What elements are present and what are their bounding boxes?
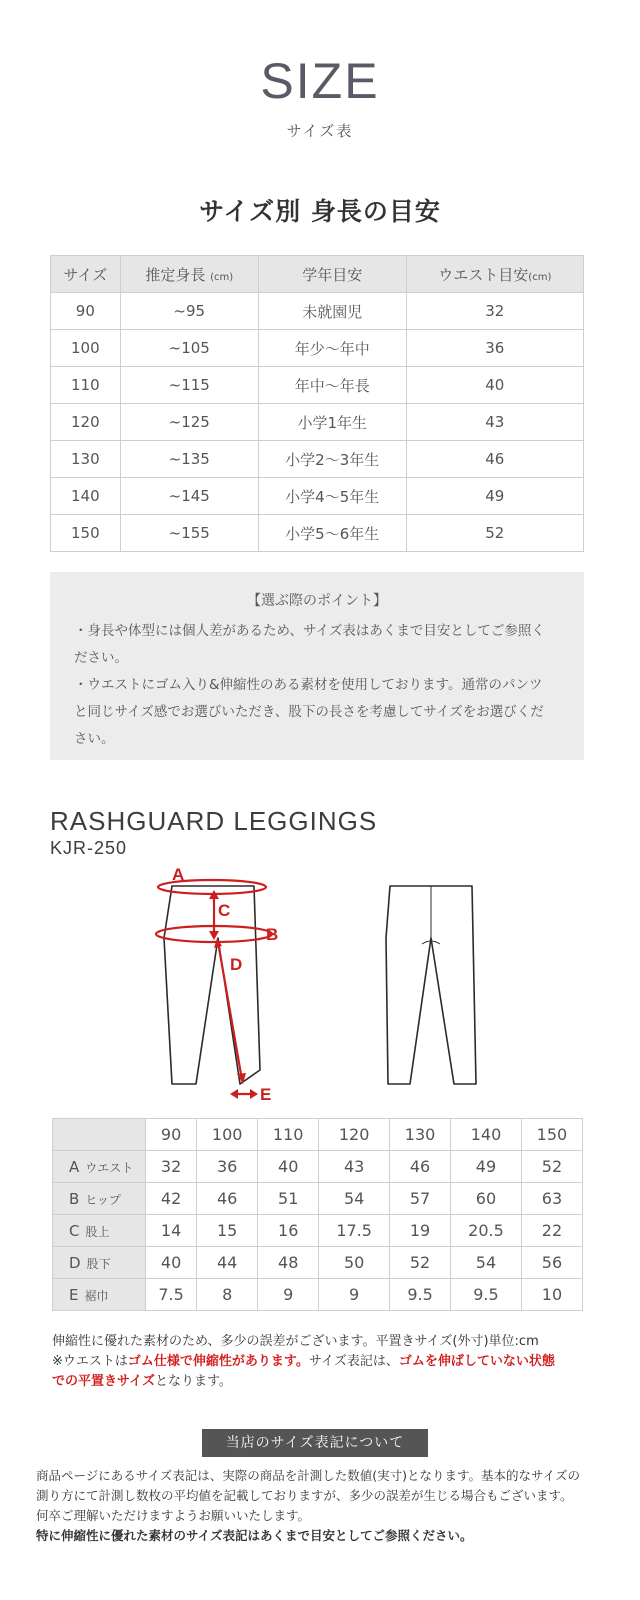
cell: 小学1年生 bbox=[258, 404, 406, 441]
col-waist-header: ウエスト目安(cm) bbox=[406, 256, 583, 293]
product-code: KJR-250 bbox=[50, 838, 128, 858]
cell: 22 bbox=[521, 1215, 582, 1247]
cell: 51 bbox=[258, 1183, 319, 1215]
about-line-2: 測り方にて計測し数枚の平均値を記載しておりますが、多少の誤差が生じる場合もございます。 bbox=[36, 1488, 573, 1503]
cell: 52 bbox=[406, 515, 583, 552]
cell: ~145 bbox=[120, 478, 258, 515]
about-line-4: 特に伸縮性に優れた素材のサイズ表記はあくまで目安としてご参照ください。 bbox=[36, 1528, 473, 1543]
note-line-3: での平置きサイズとなります。 bbox=[52, 1374, 232, 1389]
label-a: A bbox=[172, 865, 185, 884]
table-row bbox=[53, 1183, 583, 1215]
row-label: B ヒップ bbox=[53, 1183, 146, 1215]
about-line-1: 商品ページにあるサイズ表記は、実際の商品を計測した数値(実寸)となります。基本的なサイズの bbox=[36, 1468, 581, 1483]
leggings-diagram bbox=[150, 860, 490, 1105]
note-line-2: ※ウエストはゴム仕様で伸縮性があります。サイズ表記は、ゴムを伸ばしていない状態 bbox=[52, 1354, 555, 1369]
points-line: ださい。 bbox=[74, 650, 128, 666]
size-header: 130 bbox=[390, 1119, 451, 1151]
cell: 52 bbox=[390, 1247, 451, 1279]
cell: 42 bbox=[146, 1183, 197, 1215]
table-row bbox=[51, 404, 584, 441]
cell: 年少〜年中 bbox=[258, 330, 406, 367]
label-e: E bbox=[260, 1085, 272, 1104]
cell: 44 bbox=[197, 1247, 258, 1279]
table-row bbox=[51, 478, 584, 515]
cell: ~155 bbox=[120, 515, 258, 552]
cell: ~135 bbox=[120, 441, 258, 478]
height-guide-table bbox=[50, 255, 584, 552]
cell: 19 bbox=[390, 1215, 451, 1247]
cell: 54 bbox=[319, 1183, 390, 1215]
cell: 小学2〜3年生 bbox=[258, 441, 406, 478]
size-header: 90 bbox=[146, 1119, 197, 1151]
note-line-1: 伸縮性に優れた素材のため、多少の誤差がございます。平置きサイズ(外寸)単位:cm bbox=[52, 1334, 539, 1349]
table-row bbox=[51, 441, 584, 478]
table-header-row bbox=[53, 1119, 583, 1151]
points-line: さい。 bbox=[74, 731, 115, 747]
label-b: B bbox=[266, 925, 279, 944]
points-line: ・ウエストにゴム入り&伸縮性のある素材を使用しております。通常のパンツ bbox=[74, 677, 543, 693]
cell: ~95 bbox=[120, 293, 258, 330]
cell: 43 bbox=[319, 1151, 390, 1183]
cell: 49 bbox=[406, 478, 583, 515]
cell: 130 bbox=[51, 441, 121, 478]
cell: 110 bbox=[51, 367, 121, 404]
cell: 52 bbox=[521, 1151, 582, 1183]
cell: 46 bbox=[390, 1151, 451, 1183]
table-row bbox=[51, 515, 584, 552]
cell: 120 bbox=[51, 404, 121, 441]
cell: 小学4〜5年生 bbox=[258, 478, 406, 515]
cell: 54 bbox=[451, 1247, 522, 1279]
col-height-header: 推定身長 (cm) bbox=[120, 256, 258, 293]
cell: 年中〜年長 bbox=[258, 367, 406, 404]
cell: 14 bbox=[146, 1215, 197, 1247]
table-header-row bbox=[51, 256, 584, 293]
table-row bbox=[53, 1215, 583, 1247]
table-row bbox=[53, 1247, 583, 1279]
arrowhead bbox=[250, 1089, 258, 1099]
points-heading: 【選ぶ際のポイント】 bbox=[247, 593, 387, 609]
col-grade-header: 学年目安 bbox=[258, 256, 406, 293]
size-header: 140 bbox=[451, 1119, 522, 1151]
cell: 8 bbox=[197, 1279, 258, 1311]
cell: 40 bbox=[146, 1247, 197, 1279]
cell: ~125 bbox=[120, 404, 258, 441]
cell: ~105 bbox=[120, 330, 258, 367]
page-title: SIZE bbox=[260, 53, 380, 109]
about-line-3: 何卒ご理解いただけますようお願いいたします。 bbox=[36, 1508, 311, 1523]
cell: 90 bbox=[51, 293, 121, 330]
cell: 63 bbox=[521, 1183, 582, 1215]
cell: 9.5 bbox=[390, 1279, 451, 1311]
cell: 20.5 bbox=[451, 1215, 522, 1247]
cell: 36 bbox=[197, 1151, 258, 1183]
table-row bbox=[53, 1279, 583, 1311]
cell: 49 bbox=[451, 1151, 522, 1183]
table-row bbox=[51, 293, 584, 330]
size-header: 120 bbox=[319, 1119, 390, 1151]
page-subtitle: サイズ表 bbox=[286, 122, 354, 140]
cell: 未就園児 bbox=[258, 293, 406, 330]
cell: 43 bbox=[406, 404, 583, 441]
row-label: A ウエスト bbox=[53, 1151, 146, 1183]
cell: 140 bbox=[51, 478, 121, 515]
cell: 32 bbox=[146, 1151, 197, 1183]
cell: 48 bbox=[258, 1247, 319, 1279]
row-label: D 股下 bbox=[53, 1247, 146, 1279]
cell: 56 bbox=[521, 1247, 582, 1279]
size-header: 100 bbox=[197, 1119, 258, 1151]
cell: 小学5〜6年生 bbox=[258, 515, 406, 552]
row-label: C 股上 bbox=[53, 1215, 146, 1247]
label-c: C bbox=[218, 901, 231, 920]
measurement-table bbox=[52, 1118, 583, 1311]
cell: 150 bbox=[51, 515, 121, 552]
cell: 9 bbox=[319, 1279, 390, 1311]
label-d: D bbox=[230, 955, 243, 974]
cell: 10 bbox=[521, 1279, 582, 1311]
cell: 100 bbox=[51, 330, 121, 367]
selection-points-box bbox=[50, 572, 584, 760]
col-size-header: サイズ bbox=[51, 256, 121, 293]
height-guide-title: サイズ別 身長の目安 bbox=[199, 197, 441, 226]
cell: 15 bbox=[197, 1215, 258, 1247]
cell: 46 bbox=[406, 441, 583, 478]
table-row bbox=[51, 367, 584, 404]
cell: 32 bbox=[406, 293, 583, 330]
product-name: RASHGUARD LEGGINGS bbox=[50, 806, 378, 836]
cell: 7.5 bbox=[146, 1279, 197, 1311]
cell: 60 bbox=[451, 1183, 522, 1215]
cell: 9.5 bbox=[451, 1279, 522, 1311]
points-line: と同じサイズ感でお選びいただき、股下の長さを考慮してサイズをお選びくだ bbox=[74, 704, 544, 720]
points-line: ・身長や体型には個人差があるため、サイズ表はあくまで目安としてご参照く bbox=[74, 623, 545, 639]
arrowhead bbox=[230, 1089, 238, 1099]
cell: 40 bbox=[406, 367, 583, 404]
size-header: 110 bbox=[258, 1119, 319, 1151]
cell: 57 bbox=[390, 1183, 451, 1215]
cell: 16 bbox=[258, 1215, 319, 1247]
cell: ~115 bbox=[120, 367, 258, 404]
table-row bbox=[51, 330, 584, 367]
size-header: 150 bbox=[521, 1119, 582, 1151]
cell: 17.5 bbox=[319, 1215, 390, 1247]
cell: 46 bbox=[197, 1183, 258, 1215]
row-label: E 裾巾 bbox=[53, 1279, 146, 1311]
leggings-front-outline bbox=[164, 886, 260, 1084]
cell: 40 bbox=[258, 1151, 319, 1183]
corner-cell bbox=[53, 1119, 146, 1151]
table-row bbox=[53, 1151, 583, 1183]
cell: 50 bbox=[319, 1247, 390, 1279]
cell: 9 bbox=[258, 1279, 319, 1311]
cell: 36 bbox=[406, 330, 583, 367]
about-size-title: 当店のサイズ表記について bbox=[202, 1429, 428, 1457]
